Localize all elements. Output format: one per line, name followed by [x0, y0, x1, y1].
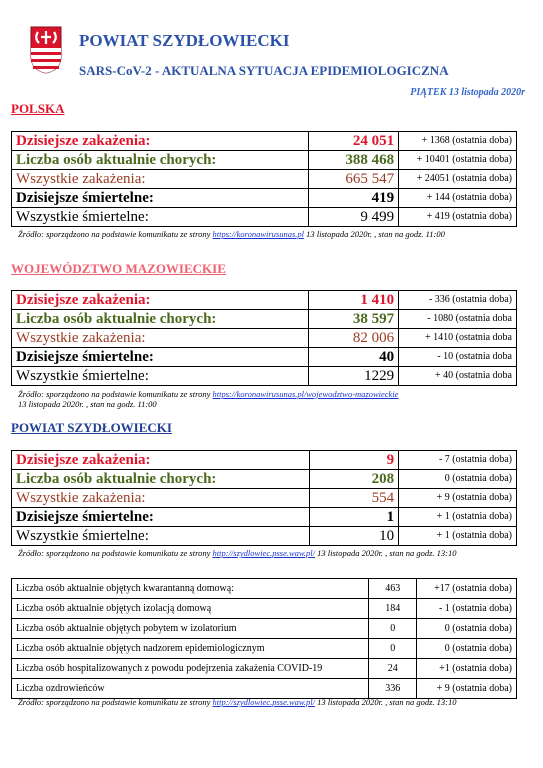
table-row [12, 527, 517, 546]
row-value: 463 [369, 579, 417, 599]
source-text: Źródło: sporządzono na podstawie komunikatu ze strony [18, 389, 213, 399]
source-text: Źródło: sporządzono na podstawie komunikatu ze strony [18, 548, 213, 558]
row-delta: + 1 (ostatnia doba) [399, 527, 517, 546]
source-link[interactable]: https://koronawirusunas.pl/wojewodztwo-mazowieckie [212, 389, 399, 399]
report-date: PIĄTEK 13 listopada 2020r [410, 87, 525, 98]
row-delta: + 24051 (ostatnia doba) [399, 170, 517, 189]
table-row [12, 132, 517, 151]
row-delta: 0 (ostatnia doba) [399, 470, 517, 489]
table-row [12, 489, 517, 508]
row-delta: + 9 (ostatnia doba) [417, 679, 517, 699]
row-delta: +1 (ostatnia doba) [417, 659, 517, 679]
polska-table [11, 131, 517, 227]
row-delta: - 336 (ostatnia doba) [399, 291, 517, 310]
source-note [18, 229, 445, 239]
row-value: 40 [309, 348, 399, 367]
row-value: 665 547 [309, 170, 399, 189]
row-label: Wszystkie śmiertelne: [12, 527, 310, 546]
row-label: Dzisiejsze śmiertelne: [12, 508, 310, 527]
table-row [12, 619, 517, 639]
section-heading-powiat: POWIAT SZYDŁOWIECKI [11, 420, 172, 435]
source-note [18, 389, 398, 409]
table-row [12, 659, 517, 679]
row-value: 9 499 [309, 208, 399, 227]
table-row [12, 470, 517, 489]
source-text: Źródło: sporządzono na podstawie komunikatu ze strony [18, 229, 213, 239]
row-delta: - 7 (ostatnia doba) [399, 451, 517, 470]
table-row [12, 348, 517, 367]
table-row [12, 639, 517, 659]
row-value: 10 [309, 527, 399, 546]
row-value: 82 006 [309, 329, 399, 348]
table-row [12, 367, 517, 386]
row-value: 208 [309, 470, 399, 489]
row-value: 24 051 [309, 132, 399, 151]
row-delta: + 10401 (ostatnia doba) [399, 151, 517, 170]
row-delta: 0 (ostatnia doba) [417, 619, 517, 639]
row-label: Liczba osób aktualnie chorych: [12, 310, 309, 329]
row-value: 419 [309, 189, 399, 208]
table-row [12, 329, 517, 348]
row-delta: + 40 (ostatnia doba [399, 367, 517, 386]
row-delta: + 1368 (ostatnia doba) [399, 132, 517, 151]
source-date: 13 listopada 2020r. , stan na godz. 11:00 [304, 229, 445, 239]
table-row [12, 151, 517, 170]
mazowieckie-table [11, 290, 517, 386]
source-text: Źródło: sporządzono na podstawie komunikatu ze strony [18, 697, 213, 707]
row-label: Wszystkie zakażenia: [12, 329, 309, 348]
row-value: 1229 [309, 367, 399, 386]
source-date: 13 listopada 2020r. , stan na godz. 11:00 [18, 399, 157, 409]
source-note [18, 548, 457, 558]
table-row [12, 599, 517, 619]
row-label: Liczba osób aktualnie objętych pobytem w izolatorium [12, 619, 369, 639]
page-subtitle: SARS-CoV-2 - AKTUALNA SYTUACJA EPIDEMIOLOGICZNA [79, 63, 449, 78]
table-row [12, 310, 517, 329]
source-link[interactable]: https://koronawirusunas.pl [212, 229, 305, 239]
row-value: 1 [309, 508, 399, 527]
row-label: Liczba osób aktualnie objętych kwarantanną domową: [12, 579, 369, 599]
row-value: 336 [369, 679, 417, 699]
row-label: Dzisiejsze śmiertelne: [12, 189, 309, 208]
row-delta: - 1 (ostatnia doba) [417, 599, 517, 619]
source-link[interactable]: http://szydlowiec.psse.waw.pl/ [212, 697, 316, 707]
row-delta: + 9 (ostatnia doba) [399, 489, 517, 508]
row-delta: + 1410 (ostatnia doba [399, 329, 517, 348]
table-row [12, 170, 517, 189]
table-row [12, 508, 517, 527]
table-row [12, 291, 517, 310]
details-table [11, 578, 517, 699]
row-label: Dzisiejsze zakażenia: [12, 291, 309, 310]
row-value: 388 468 [309, 151, 399, 170]
row-label: Dzisiejsze śmiertelne: [12, 348, 309, 367]
row-label: Liczba osób aktualnie chorych: [12, 151, 309, 170]
table-row [12, 451, 517, 470]
row-label: Liczba osób hospitalizowanych z powodu podejrzenia zakażenia COVID-19 [12, 659, 369, 679]
row-label: Wszystkie zakażenia: [12, 170, 309, 189]
source-date: 13 listopada 2020r. , stan na godz. 13:10 [315, 697, 457, 707]
row-value: 184 [369, 599, 417, 619]
table-row [12, 579, 517, 599]
section-heading-mazowieckie: WOJEWÓDZTWO MAZOWIECKIE [11, 261, 226, 276]
page-title: POWIAT SZYDŁOWIECKI [79, 31, 290, 50]
row-value: 0 [369, 619, 417, 639]
section-heading-polska: POLSKA [11, 101, 65, 116]
table-row [12, 679, 517, 699]
row-label: Wszystkie śmiertelne: [12, 208, 309, 227]
row-label: Liczba osób aktualnie objętych izolacją domową [12, 599, 369, 619]
row-delta: + 1 (ostatnia doba) [399, 508, 517, 527]
row-label: Dzisiejsze zakażenia: [12, 451, 310, 470]
row-label: Wszystkie zakażenia: [12, 489, 310, 508]
row-delta: - 10 (ostatnia doba [399, 348, 517, 367]
row-value: 38 597 [309, 310, 399, 329]
row-value: 1 410 [309, 291, 399, 310]
row-label: Dzisiejsze zakażenia: [12, 132, 309, 151]
source-date: 13 listopada 2020r. , stan na godz. 13:10 [315, 548, 457, 558]
row-value: 24 [369, 659, 417, 679]
row-delta: + 419 (ostatnia doba) [399, 208, 517, 227]
row-value: 9 [309, 451, 399, 470]
table-row [12, 208, 517, 227]
row-label: Liczba osób aktualnie objętych nadzorem epidemiologicznym [12, 639, 369, 659]
row-value: 554 [309, 489, 399, 508]
table-row [12, 189, 517, 208]
row-label: Liczba ozdrowieńców [12, 679, 369, 699]
row-delta: 0 (ostatnia doba) [417, 639, 517, 659]
row-label: Wszystkie śmiertelne: [12, 367, 309, 386]
row-label: Liczba osób aktualnie chorych: [12, 470, 310, 489]
row-delta: - 1080 (ostatnia doba [399, 310, 517, 329]
row-value: 0 [369, 639, 417, 659]
powiat-table [11, 450, 517, 546]
row-delta: + 144 (ostatnia doba) [399, 189, 517, 208]
coat-of-arms-icon [30, 26, 62, 74]
source-note [18, 697, 457, 707]
source-link[interactable]: http://szydlowiec.psse.waw.pl/ [212, 548, 316, 558]
row-delta: +17 (ostatnia doba) [417, 579, 517, 599]
